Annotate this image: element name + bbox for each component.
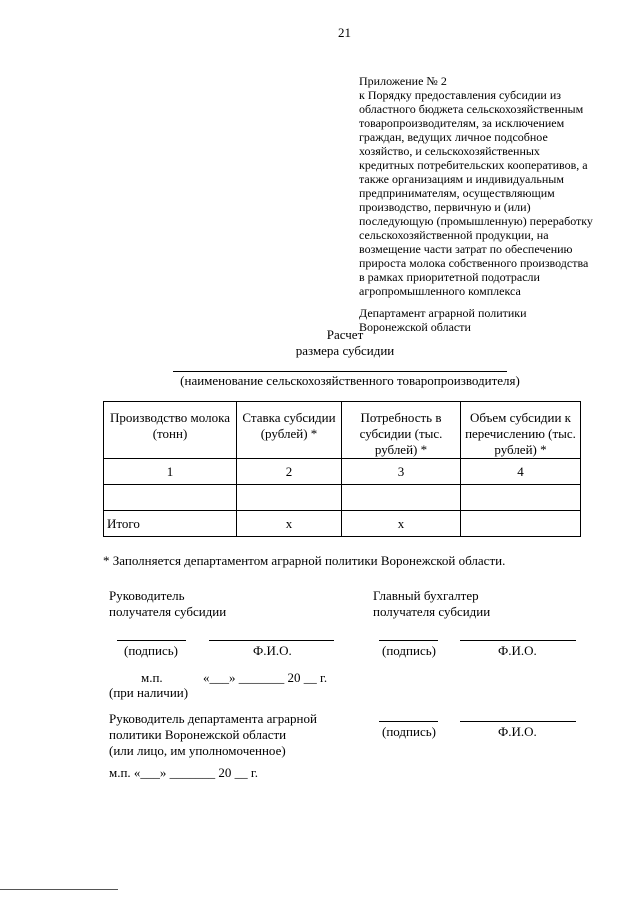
header-text: Ставка субсидии [242,410,336,425]
appendix-line: возмещение части затрат по обеспечению [359,242,573,256]
accountant-label [373,588,490,620]
appendix-line: последующую (промышленную) переработку [359,214,593,228]
appendix-line: агропромышленного комплекса [359,284,521,298]
stamp-label: м.п. [141,670,163,685]
appendix-line: кредитных потребительских кооперативов, а [359,158,588,172]
header-cell [237,402,342,459]
heading [200,327,490,359]
subsidy-table [103,401,581,537]
header-text: Потребность в [360,410,442,425]
column-number: 3 [342,459,461,485]
appendix-block [359,74,629,334]
header-text: рублей) * [374,442,428,457]
fio-line [460,721,576,722]
appendix-line: производство, первичную и (или) [359,200,531,214]
header-cell [104,402,237,459]
producer-name-line [173,371,507,372]
table-total-row [104,511,581,537]
dept-head-line: политики Воронежской области [109,727,287,742]
signature-caption: (подпись) [124,643,178,658]
signature-line [117,640,186,641]
header-text: перечислению (тыс. [465,426,576,441]
table-cell [342,485,461,511]
department-line: Воронежской области [359,320,471,334]
header-text: Объем субсидии к [469,410,571,425]
appendix-line: хозяйство, и сельскохозяйственных [359,144,540,158]
appendix-line: в рамках приоритетной подотрасли [359,270,540,284]
appendix-title: Приложение № 2 [359,74,447,88]
appendix-line: областного бюджета сельскохозяйственным [359,102,584,116]
stamp-date-bottom: м.п. «___» _______ 20 __ г. [109,765,259,780]
accountant-label-line: получателя субсидии [373,604,491,619]
dept-head-line: Руководитель департамента аграрной [109,711,317,726]
table-number-row [104,459,581,485]
department-line: Департамент аграрной политики [359,306,527,320]
dept-head-line: (или лицо, им уполномоченное) [109,743,286,758]
producer-caption: (наименование сельскохозяйственного товаропроизводителя) [180,373,520,388]
fio-line [460,640,576,641]
date-field: «___» _______ 20 __ г. [203,670,328,685]
total-cell: x [237,511,342,537]
header-text: рублей) * [494,442,547,457]
fio-caption: Ф.И.О. [253,643,292,658]
column-number: 1 [104,459,237,485]
header-text: субсидии (тыс. [359,426,443,441]
signature-caption: (подпись) [382,643,436,658]
header-cell [342,402,461,459]
table-row [104,485,581,511]
total-cell: x [342,511,461,537]
heading-line: размера субсидии [295,343,395,358]
appendix-line: предпринимателям, осуществляющим [359,186,555,200]
appendix-line: сельскохозяйственной продукции, на [359,228,549,242]
header-text: (тонн) [152,426,188,441]
head-label-line: Руководитель [109,588,185,603]
fio-caption: Ф.И.О. [498,643,537,658]
table-cell [461,485,581,511]
appendix-line: граждан, ведущих личное подсобное [359,130,548,144]
head-label-line: получателя субсидии [109,604,227,619]
total-cell [461,511,581,537]
footnote: * Заполняется департаментом аграрной политики Воронежской области. [103,553,506,568]
appendix-line: прироста молока собственного производства [359,256,589,270]
signature-caption: (подпись) [382,724,436,739]
table-cell [104,485,237,511]
header-text: Производство молока [110,410,230,425]
total-label: Итого [104,511,237,537]
if-present-note: (при наличии) [109,685,189,700]
accountant-label-line: Главный бухгалтер [373,588,479,603]
page-number: 21 [338,25,351,40]
header-cell [461,402,581,459]
column-number: 4 [461,459,581,485]
appendix-line: товаропроизводителям, за исключением [359,116,565,130]
fio-caption: Ф.И.О. [498,724,537,739]
fio-line [209,640,334,641]
column-number: 2 [237,459,342,485]
heading-line: Расчет [326,327,364,342]
dept-head-label [109,711,317,759]
table-header-row [104,402,581,459]
head-label [109,588,226,620]
signature-line [379,640,438,641]
appendix-line: также организациям и индивидуальным [359,172,564,186]
signature-line [379,721,438,722]
header-text: (рублей) * [260,426,318,441]
table-cell [237,485,342,511]
appendix-line: к Порядку предоставления субсидии из [359,88,561,102]
footer-rule [0,889,118,890]
